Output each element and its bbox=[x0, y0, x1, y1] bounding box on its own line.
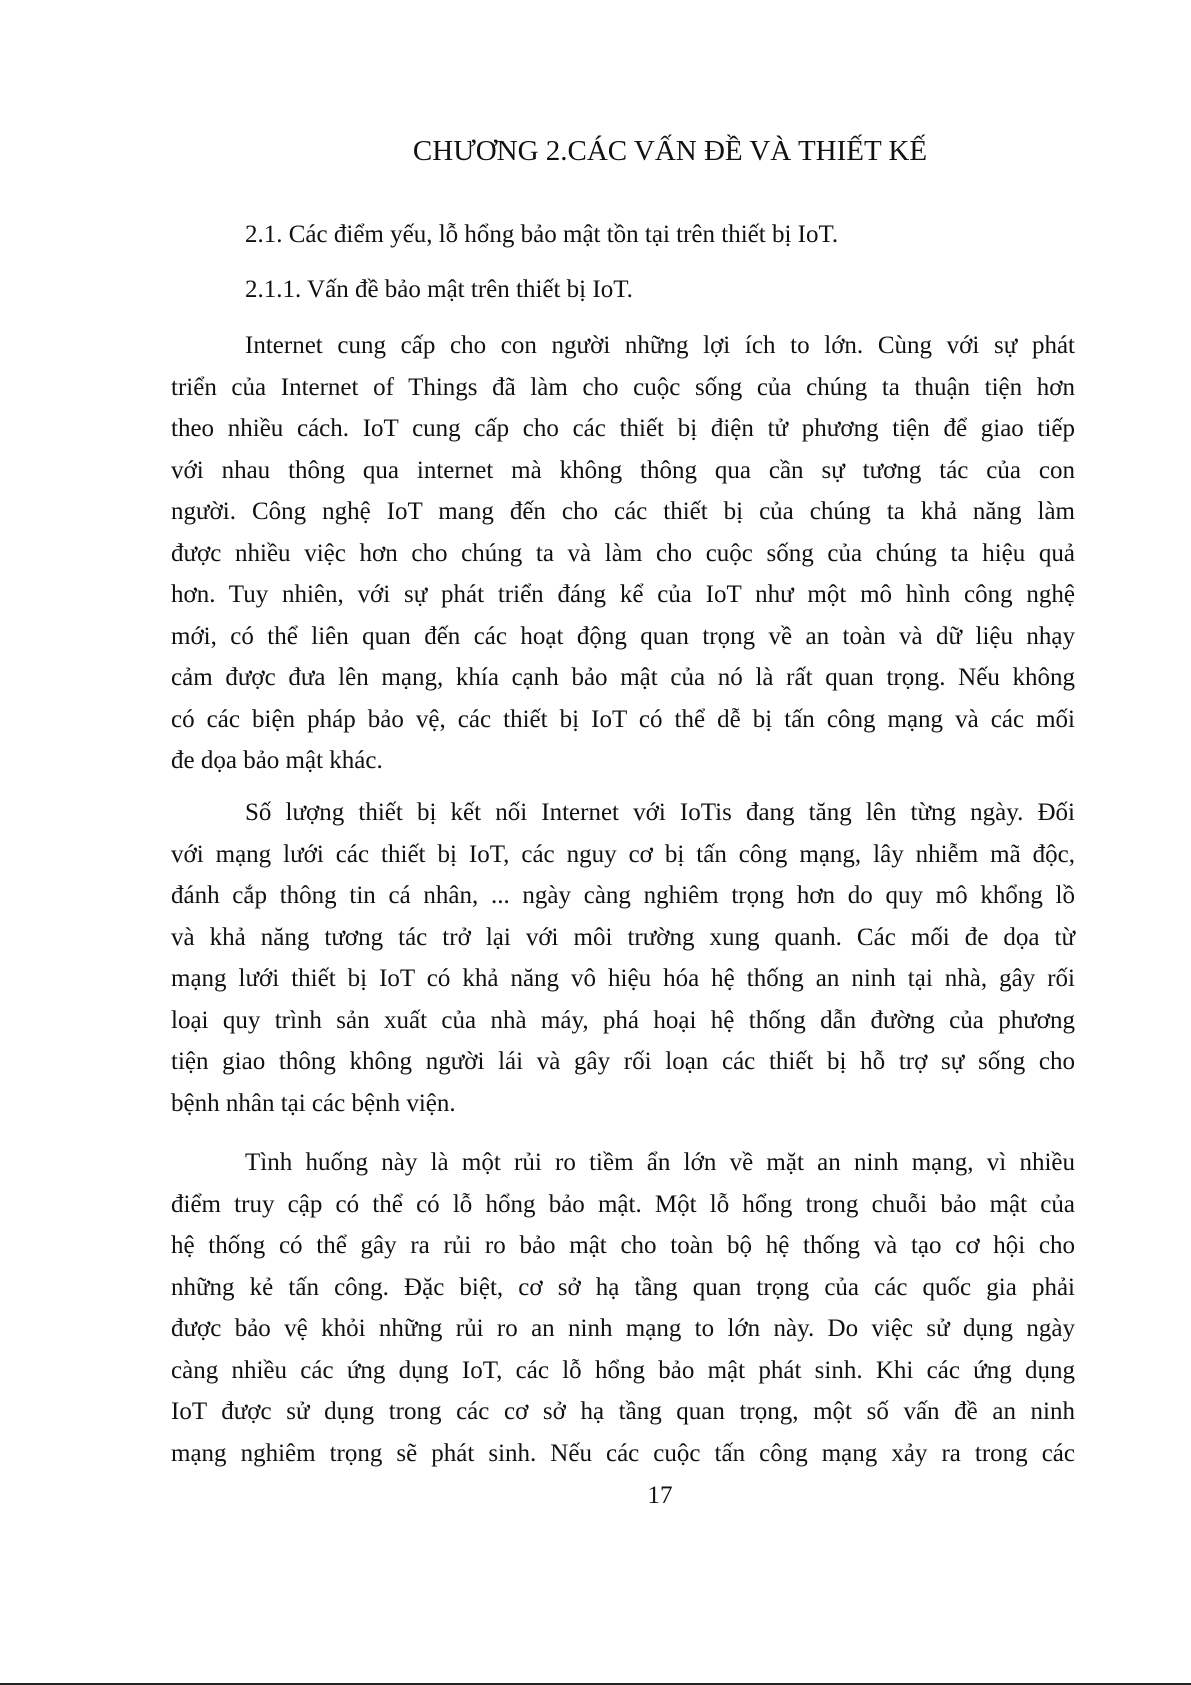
paragraph-line: loại quy trình sản xuất của nhà máy, phá hoại hệ thống dẫn đường của phương bbox=[171, 1006, 1075, 1034]
paragraph-line: đánh cắp thông tin cá nhân, ... ngày càng nghiêm trọng hơn do quy mô khổng lồ bbox=[171, 882, 1075, 909]
paragraph bbox=[171, 1142, 1075, 1474]
paragraph bbox=[171, 792, 1075, 1124]
paragraph-line: tiện giao thông không người lái và gây rối loạn các thiết bị hỗ trợ sự sống cho bbox=[171, 1048, 1075, 1075]
paragraph-line: điểm truy cập có thể có lỗ hổng bảo mật. Một lỗ hổng trong chuỗi bảo mật của bbox=[171, 1190, 1075, 1218]
paragraph-line: càng nhiều các ứng dụng IoT, các lỗ hổng bảo mật phát sinh. Khi các ứng dụng bbox=[171, 1356, 1075, 1384]
subsection-heading: 2.1.1. Vấn đề bảo mật trên thiết bị IoT. bbox=[245, 276, 633, 303]
paragraph-line: và khả năng tương tác trở lại với môi trường xung quanh. Các mối đe dọa từ bbox=[171, 923, 1075, 951]
paragraph-line: có các biện pháp bảo vệ, các thiết bị IoT có thể dễ bị tấn công mạng và các mối bbox=[171, 705, 1075, 733]
paragraph-line: được nhiều việc hơn cho chúng ta và làm cho cuộc sống của chúng ta hiệu quả bbox=[171, 539, 1075, 567]
paragraph-line: Số lượng thiết bị kết nối Internet với IoTis đang tăng lên từng ngày. Đối bbox=[245, 799, 1075, 826]
page-number: 17 bbox=[647, 1482, 673, 1509]
chapter-title: CHƯƠNG 2.CÁC VẤN ĐỀ VÀ THIẾT KẾ bbox=[412, 135, 928, 167]
paragraph-line: hệ thống có thể gây ra rủi ro bảo mật cho toàn bộ hệ thống và tạo cơ hội cho bbox=[171, 1232, 1075, 1259]
paragraph-line: Internet cung cấp cho con người những lợi ích to lớn. Cùng với sự phát bbox=[245, 332, 1075, 359]
paragraph-line: cảm được đưa lên mạng, khía cạnh bảo mật của nó là rất quan trọng. Nếu không bbox=[171, 664, 1075, 691]
paragraph-line: Tình huống này là một rủi ro tiềm ẩn lớn về mặt an ninh mạng, vì nhiều bbox=[245, 1149, 1075, 1176]
paragraph-line: với mạng lưới các thiết bị IoT, các nguy cơ bị tấn công mạng, lây nhiễm mã độc, bbox=[171, 840, 1075, 868]
paragraph-line: được bảo vệ khỏi những rủi ro an ninh mạng to lớn này. Do việc sử dụng ngày bbox=[171, 1315, 1075, 1342]
paragraph-line: theo nhiều cách. IoT cung cấp cho các thiết bị điện tử phương tiện để giao tiếp bbox=[171, 415, 1075, 442]
paragraph-line: mới, có thể liên quan đến các hoạt động quan trọng về an toàn và dữ liệu nhạy bbox=[171, 622, 1075, 650]
paragraph-line: hơn. Tuy nhiên, với sự phát triển đáng kể của IoT như một mô hình công nghệ bbox=[171, 581, 1075, 608]
paragraph-line: với nhau thông qua internet mà không thông qua cần sự tương tác của con bbox=[171, 456, 1075, 484]
paragraph-line: người. Công nghệ IoT mang đến cho các thiết bị của chúng ta khả năng làm bbox=[171, 498, 1075, 525]
paragraph bbox=[171, 325, 1075, 782]
paragraph-line: mạng lưới thiết bị IoT có khả năng vô hiệu hóa hệ thống an ninh tại nhà, gây rối bbox=[171, 965, 1075, 992]
paragraph-line: mạng nghiêm trọng sẽ phát sinh. Nếu các cuộc tấn công mạng xảy ra trong các bbox=[171, 1439, 1075, 1467]
section-heading: 2.1. Các điểm yếu, lỗ hổng bảo mật tồn tại trên thiết bị IoT. bbox=[245, 221, 839, 248]
paragraph-line: đe dọa bảo mật khác. bbox=[171, 747, 383, 774]
paragraph-line: bệnh nhân tại các bệnh viện. bbox=[171, 1089, 456, 1117]
paragraph-line: triển của Internet of Things đã làm cho cuộc sống của chúng ta thuận tiện hơn bbox=[171, 373, 1075, 401]
paragraph-line: IoT được sử dụng trong các cơ sở hạ tầng quan trọng, một số vấn đề an ninh bbox=[171, 1398, 1075, 1425]
paragraph-line: những kẻ tấn công. Đặc biệt, cơ sở hạ tầng quan trọng của các quốc gia phải bbox=[171, 1273, 1075, 1301]
